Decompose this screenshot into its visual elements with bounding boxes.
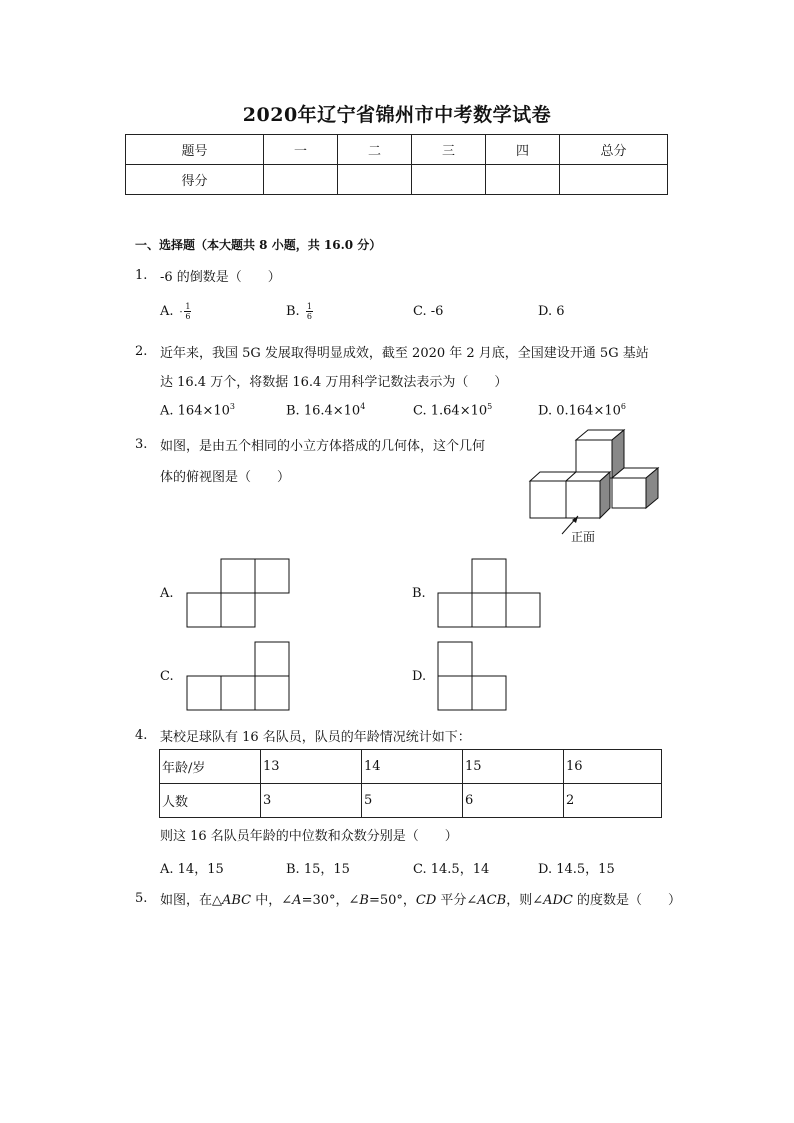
- grid-square: [472, 593, 506, 627]
- table-cell: 年龄/岁: [160, 750, 261, 784]
- table-cell: 3: [261, 784, 362, 818]
- math-var: ACB: [477, 893, 507, 908]
- grid-square: [438, 676, 472, 710]
- question-text: 某校足球队有 16 名队员，队员的年龄情况统计如下：: [160, 730, 471, 745]
- question-number: 2.: [135, 344, 148, 359]
- option-b: [286, 302, 313, 321]
- table-cell: [560, 165, 668, 195]
- option-base: A. 164×10: [160, 403, 230, 419]
- question-text-line1: 近年来，我国 5G 发展取得明显成效，截至 2020 年 2 月底，全国建设开通 5G 基站: [160, 346, 649, 361]
- fraction: [184, 302, 191, 321]
- table-cell: 二: [338, 135, 412, 165]
- question-text: 则这 16 名队员年龄的中位数和众数分别是（ ）: [160, 829, 458, 844]
- text-run: =30°，∠: [301, 893, 360, 908]
- grid-square: [438, 642, 472, 676]
- option-base: B. 16.4×10: [286, 403, 361, 419]
- option-c: C. 14.5，14: [413, 862, 490, 877]
- question-text-line2: 体的俯视图是（ ）: [160, 470, 291, 485]
- option-label: B.: [286, 304, 300, 319]
- grid-square: [255, 559, 289, 593]
- fraction-numerator: 1: [306, 302, 312, 311]
- table-cell: 15: [463, 750, 564, 784]
- option-b: B. 15，15: [286, 862, 350, 877]
- table-cell: 四: [486, 135, 560, 165]
- table-cell: 人数: [160, 784, 261, 818]
- option-d-grid: [438, 641, 510, 711]
- front-view-label: 正面: [571, 530, 596, 544]
- table-cell: 得分: [126, 165, 264, 195]
- text-run: ，则∠: [506, 893, 544, 908]
- math-var: CD: [415, 893, 437, 908]
- grid-square: [221, 559, 255, 593]
- option-c: C.: [160, 669, 174, 684]
- fraction-denominator: 6: [185, 312, 191, 321]
- table-cell: 6: [463, 784, 564, 818]
- page-title: 2020年辽宁省锦州市中考数学试卷: [242, 104, 552, 126]
- question-number: 3.: [135, 437, 148, 452]
- table-cell: 三: [412, 135, 486, 165]
- table-cell: 一: [264, 135, 338, 165]
- option-d: D. 6: [538, 304, 565, 319]
- table-cell: 16: [564, 750, 662, 784]
- exponent: 5: [487, 402, 493, 411]
- option-a: [160, 402, 235, 418]
- exponent: 4: [360, 402, 366, 411]
- score-table-score-row: [126, 165, 668, 195]
- text-run: 平分∠: [436, 893, 478, 908]
- grid-square: [187, 676, 221, 710]
- option-b-grid: [438, 558, 542, 628]
- text-run: 如图，在△: [160, 893, 222, 908]
- option-base: C. 1.64×10: [413, 403, 488, 419]
- question-text-line1: 如图，是由五个相同的小立方体搭成的几何体，这个几何: [160, 439, 486, 454]
- exponent: 6: [620, 402, 626, 411]
- grid-square: [221, 593, 255, 627]
- option-a-grid: [187, 558, 291, 628]
- option-c: C. -6: [413, 304, 444, 319]
- question-number: 5.: [135, 891, 148, 906]
- table-cell: 14: [362, 750, 463, 784]
- option-a: [160, 302, 191, 321]
- grid-square: [472, 676, 506, 710]
- table-cell: 2: [564, 784, 662, 818]
- math-var: B: [359, 893, 369, 908]
- question-number: 4.: [135, 728, 148, 743]
- option-c-grid: [187, 641, 291, 711]
- question-text: [160, 889, 681, 908]
- cube-front-face: [612, 478, 646, 508]
- age-table: [159, 749, 662, 818]
- text-run: 中，∠: [251, 893, 293, 908]
- section-heading: 一、选择题（本大题共 8 小题，共 16.0 分）: [135, 238, 382, 252]
- table-cell: 总分: [560, 135, 668, 165]
- fraction-numerator: 1: [185, 302, 191, 311]
- grid-square: [438, 593, 472, 627]
- exponent: 3: [229, 402, 235, 411]
- question-text-line2: 达 16.4 万个，将数据 16.4 万用科学记数法表示为（ ）: [160, 375, 508, 390]
- cube-front-face: [530, 481, 566, 518]
- score-table-header-row: [126, 135, 668, 165]
- cube-front-face: [566, 481, 600, 518]
- table-cell: [412, 165, 486, 195]
- text-run: 的度数是（ ）: [572, 893, 681, 908]
- option-b: B.: [412, 586, 426, 601]
- question-number: 1.: [135, 268, 148, 283]
- option-a: A. 14，15: [160, 862, 224, 877]
- grid-square: [255, 676, 289, 710]
- table-row: [160, 750, 662, 784]
- option-d: [538, 402, 626, 418]
- grid-square: [472, 559, 506, 593]
- option-base: D. 0.164×10: [538, 403, 621, 419]
- fraction-denominator: 6: [306, 312, 312, 321]
- table-cell: 5: [362, 784, 463, 818]
- grid-square: [187, 593, 221, 627]
- math-var: ABC: [222, 893, 252, 908]
- table-cell: 题号: [126, 135, 264, 165]
- text-run: =50°，: [368, 893, 416, 908]
- table-cell: 13: [261, 750, 362, 784]
- score-table: [125, 134, 668, 195]
- option-d: D. 14.5，15: [538, 862, 615, 877]
- grid-square: [255, 642, 289, 676]
- option-c: [413, 402, 492, 418]
- math-var: A: [292, 893, 302, 908]
- option-d: D.: [412, 669, 427, 684]
- table-cell: [338, 165, 412, 195]
- grid-square: [506, 593, 540, 627]
- table-cell: [264, 165, 338, 195]
- question-text: -6 的倒数是（ ）: [160, 270, 281, 285]
- option-a: A.: [160, 586, 174, 601]
- option-b: [286, 402, 365, 418]
- fraction: [306, 302, 313, 321]
- math-var: ADC: [543, 893, 573, 908]
- grid-square: [221, 676, 255, 710]
- option-label: A.: [160, 304, 174, 319]
- minus-sign: -: [179, 307, 183, 316]
- table-cell: [486, 165, 560, 195]
- table-row: [160, 784, 662, 818]
